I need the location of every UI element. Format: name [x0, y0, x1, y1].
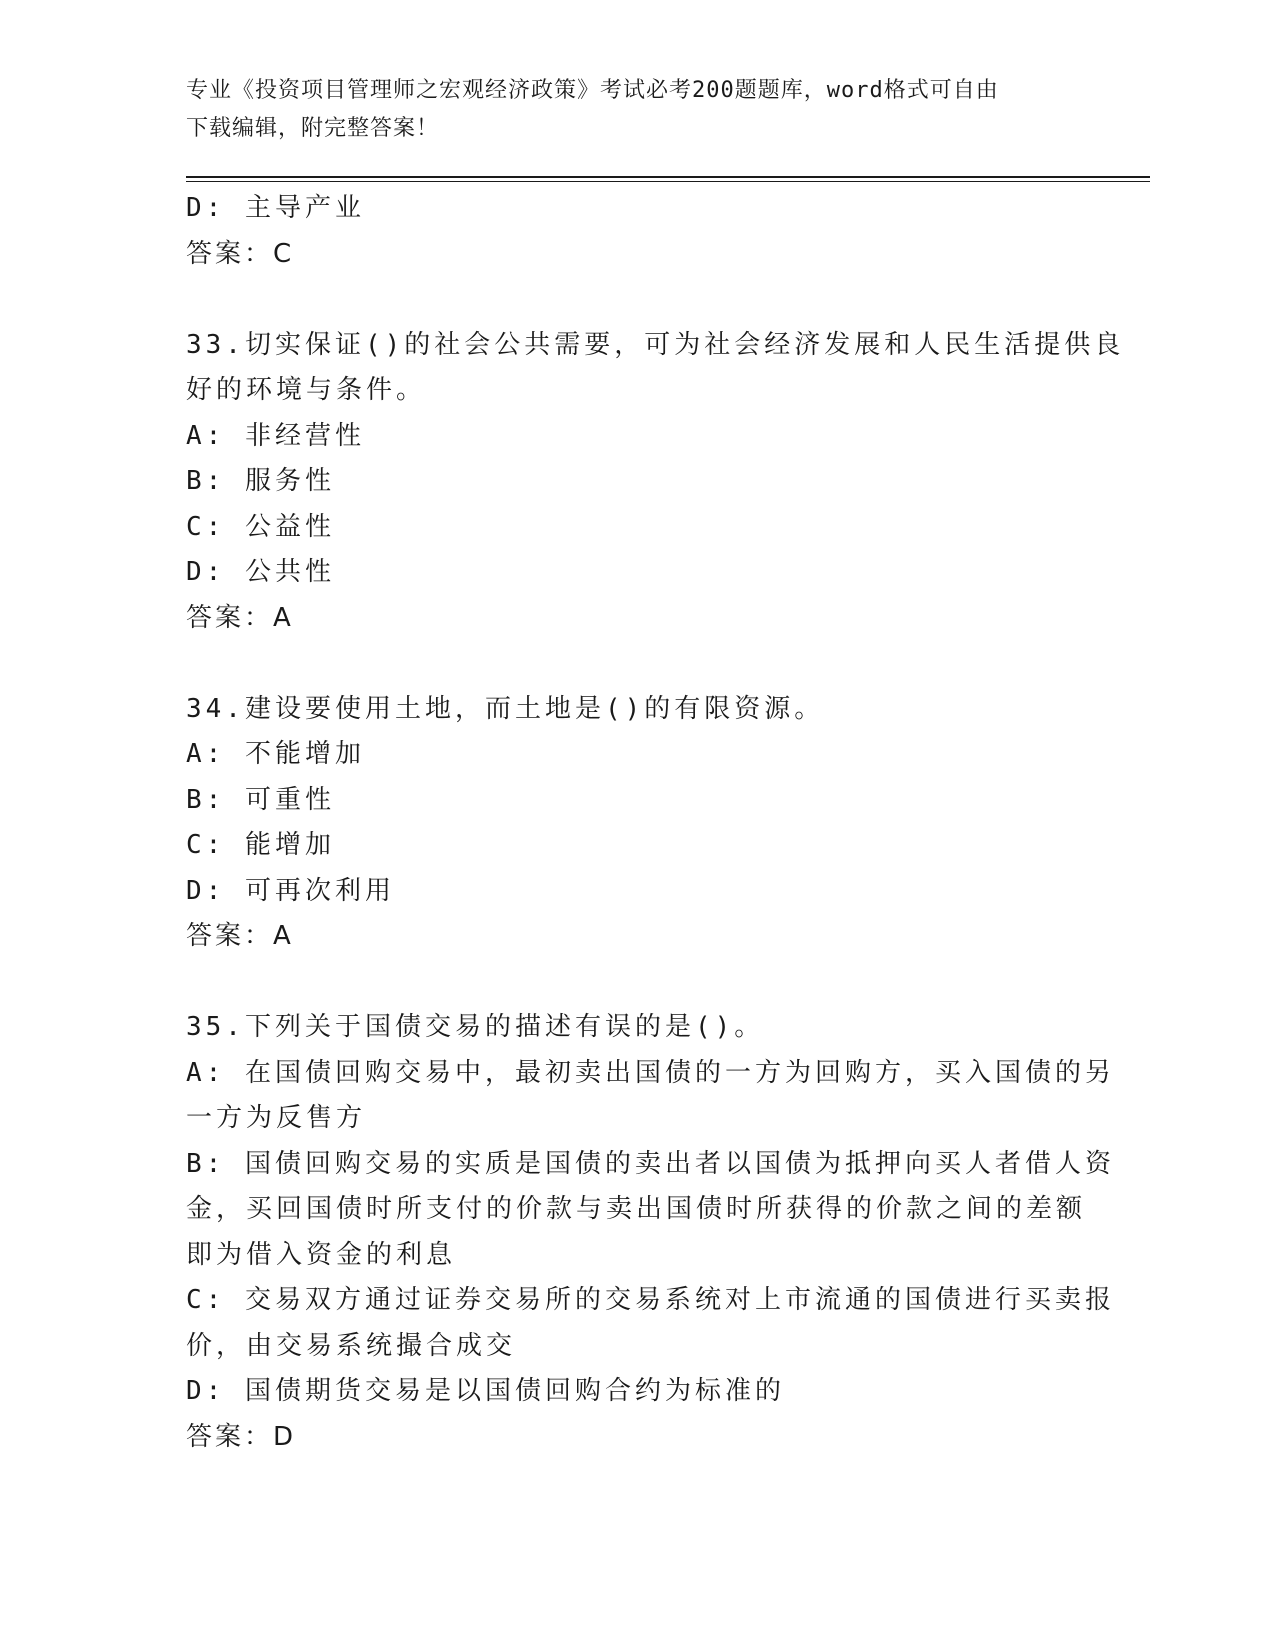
question-stem-cont: 好的环境与条件。	[186, 375, 427, 405]
option-b: B: 可重性	[186, 784, 335, 815]
header-line-1: 专业《投资项目管理师之宏观经济政策》考试必考200题题库，word格式可自由	[186, 78, 999, 103]
option-b-cont: 金，买回国债时所支付的价款与卖出国债时所获得的价款之间的差额	[186, 1194, 1087, 1224]
header-divider-thick	[186, 176, 1150, 178]
option-c: C: 公益性	[186, 511, 335, 542]
spacer	[186, 641, 1076, 687]
answer: 答案：A	[186, 921, 294, 951]
question-33	[186, 323, 1125, 642]
question-35	[186, 1005, 1115, 1460]
question-list	[186, 186, 1125, 1460]
spacer	[186, 277, 1076, 323]
option-d: D: 公共性	[186, 557, 335, 587]
option-d: D: 国债期货交易是以国债回购合约为标准的	[186, 1376, 785, 1406]
option-a-cont: 一方为反售方	[186, 1103, 367, 1133]
option-b: B: 国债回购交易的实质是国债的卖出者以国债为抵押向买人者借人资	[186, 1148, 1115, 1179]
option-b: B: 服务性	[186, 466, 335, 496]
option-d: D: 可再次利用	[186, 875, 395, 906]
question-stem: 33.切实保证()的社会公共需要，可为社会经济发展和人民生活提供良	[186, 329, 1125, 360]
option-a: A: 在国债回购交易中，最初卖出国债的一方为回购方，买入国债的另	[186, 1057, 1115, 1088]
answer: 答案：D	[186, 1421, 297, 1452]
question-stem: 35.下列关于国债交易的描述有误的是()。	[186, 1012, 765, 1042]
spacer	[186, 960, 1076, 1006]
answer: 答案：A	[186, 602, 294, 633]
option-c: C: 能增加	[186, 830, 335, 860]
question-stem: 34.建设要使用土地，而土地是()的有限资源。	[186, 693, 825, 724]
question-32-tail	[186, 186, 1076, 277]
question-34	[186, 687, 1076, 960]
document-header	[186, 72, 1066, 148]
header-line-2: 下载编辑，附完整答案！	[186, 116, 440, 141]
option-d: D: 主导产业	[186, 193, 365, 223]
option-b-cont: 即为借入资金的利息	[186, 1239, 457, 1270]
option-a: A: 不能增加	[186, 739, 365, 769]
answer: 答案：C	[186, 238, 295, 269]
option-c-cont: 价，由交易系统撮合成交	[186, 1330, 517, 1361]
header-divider-thin	[186, 181, 1150, 182]
option-a: A: 非经营性	[186, 420, 365, 451]
option-c: C: 交易双方通过证券交易所的交易系统对上市流通的国债进行买卖报	[186, 1285, 1115, 1315]
